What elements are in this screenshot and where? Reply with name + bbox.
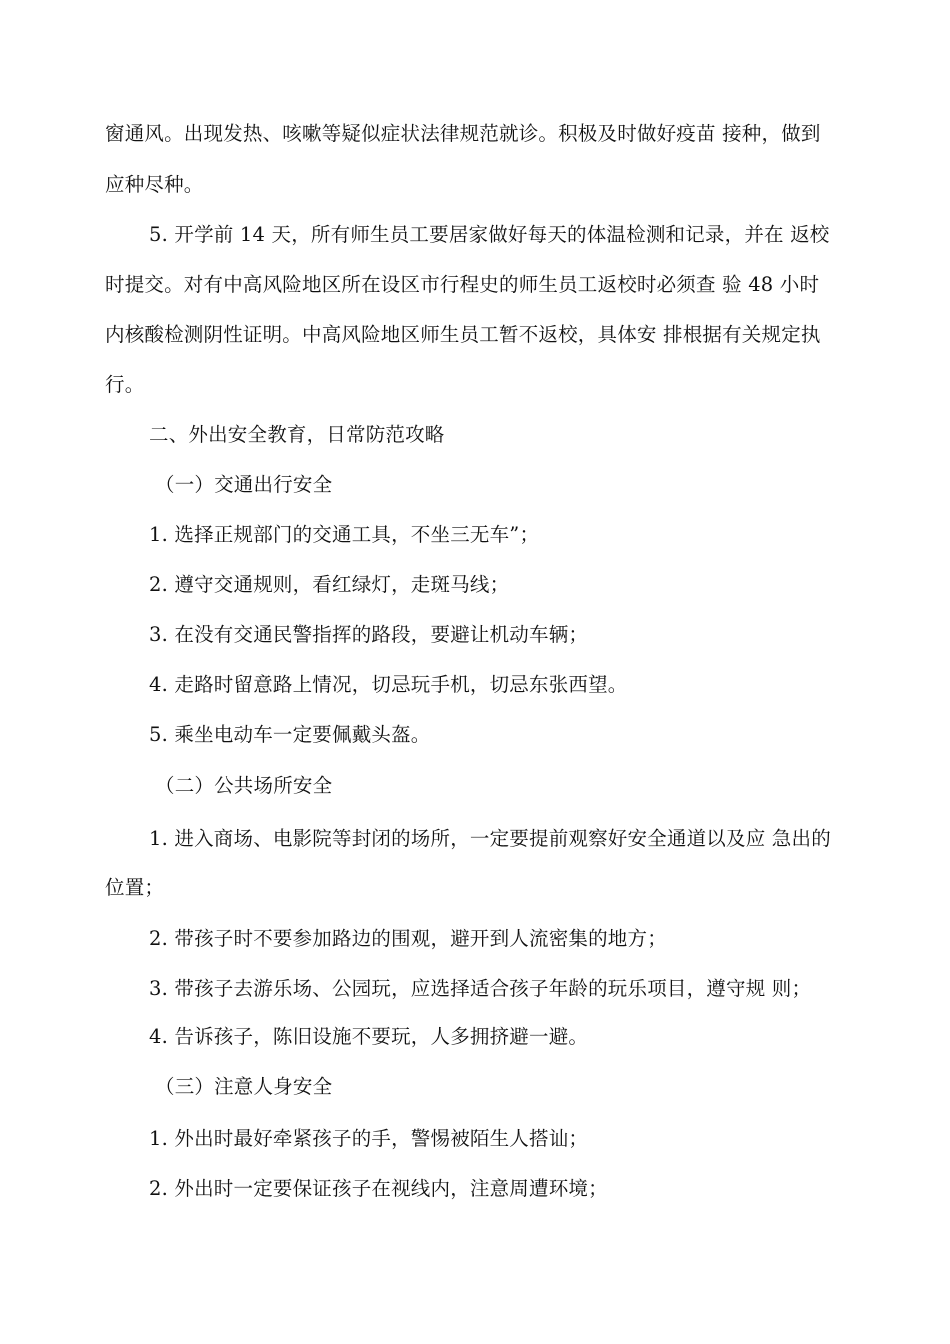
list-item: 1. 选择正规部门的交通工具，不坐三无车”； <box>149 523 540 546</box>
list-item-5-line: 5. 开学前 14 天，所有师生员工要居家做好每天的体温检测和记录，并在 返校 <box>149 223 830 246</box>
list-item: 4. 告诉孩子，陈旧设施不要玩，人多拥挤避一避。 <box>149 1025 589 1048</box>
list-item: 2. 遵守交通规则，看红绿灯，走斑马线； <box>149 573 510 596</box>
subsection-heading: （一）交通出行安全 <box>155 473 333 496</box>
list-item: 3. 在没有交通民警指挥的路段，要避让机动车辆； <box>149 623 589 646</box>
paragraph-line: 应种尽种。 <box>105 173 204 196</box>
paragraph-line: 内核酸检测阴性证明。中高风险地区师生员工暂不返校，具体安 排根据有关规定执 <box>105 323 821 346</box>
list-item: 5. 乘坐电动车一定要佩戴头盔。 <box>149 723 431 746</box>
paragraph-line: 行。 <box>105 373 145 396</box>
list-item: 2. 外出时一定要保证孩子在视线内，注意周遭环境； <box>149 1177 608 1200</box>
paragraph-line: 窗通风。出现发热、咳嗽等疑似症状法律规范就诊。积极及时做好疫苗 接种，做到 <box>105 122 821 145</box>
paragraph-line: 位置； <box>105 876 165 899</box>
list-item: 3. 带孩子去游乐场、公园玩，应选择适合孩子年龄的玩乐项目，遵守规 则； <box>149 977 812 1000</box>
list-item: 4. 走路时留意路上情况，切忌玩手机，切忌东张西望。 <box>149 673 628 696</box>
list-item: 1. 进入商场、电影院等封闭的场所，一定要提前观察好安全通道以及应 急出的 <box>149 827 831 850</box>
subsection-heading: （三）注意人身安全 <box>155 1075 333 1098</box>
list-item: 2. 带孩子时不要参加路边的围观，避开到人流密集的地方； <box>149 927 667 950</box>
subsection-heading: （二）公共场所安全 <box>155 774 333 797</box>
paragraph-line: 时提交。对有中高风险地区所在设区市行程史的师生员工返校时必须查 验 48 小时 <box>105 273 820 296</box>
list-item: 1. 外出时最好牵紧孩子的手，警惕被陌生人搭讪； <box>149 1127 589 1150</box>
section-heading: 二、外出安全教育，日常防范攻略 <box>149 423 445 446</box>
